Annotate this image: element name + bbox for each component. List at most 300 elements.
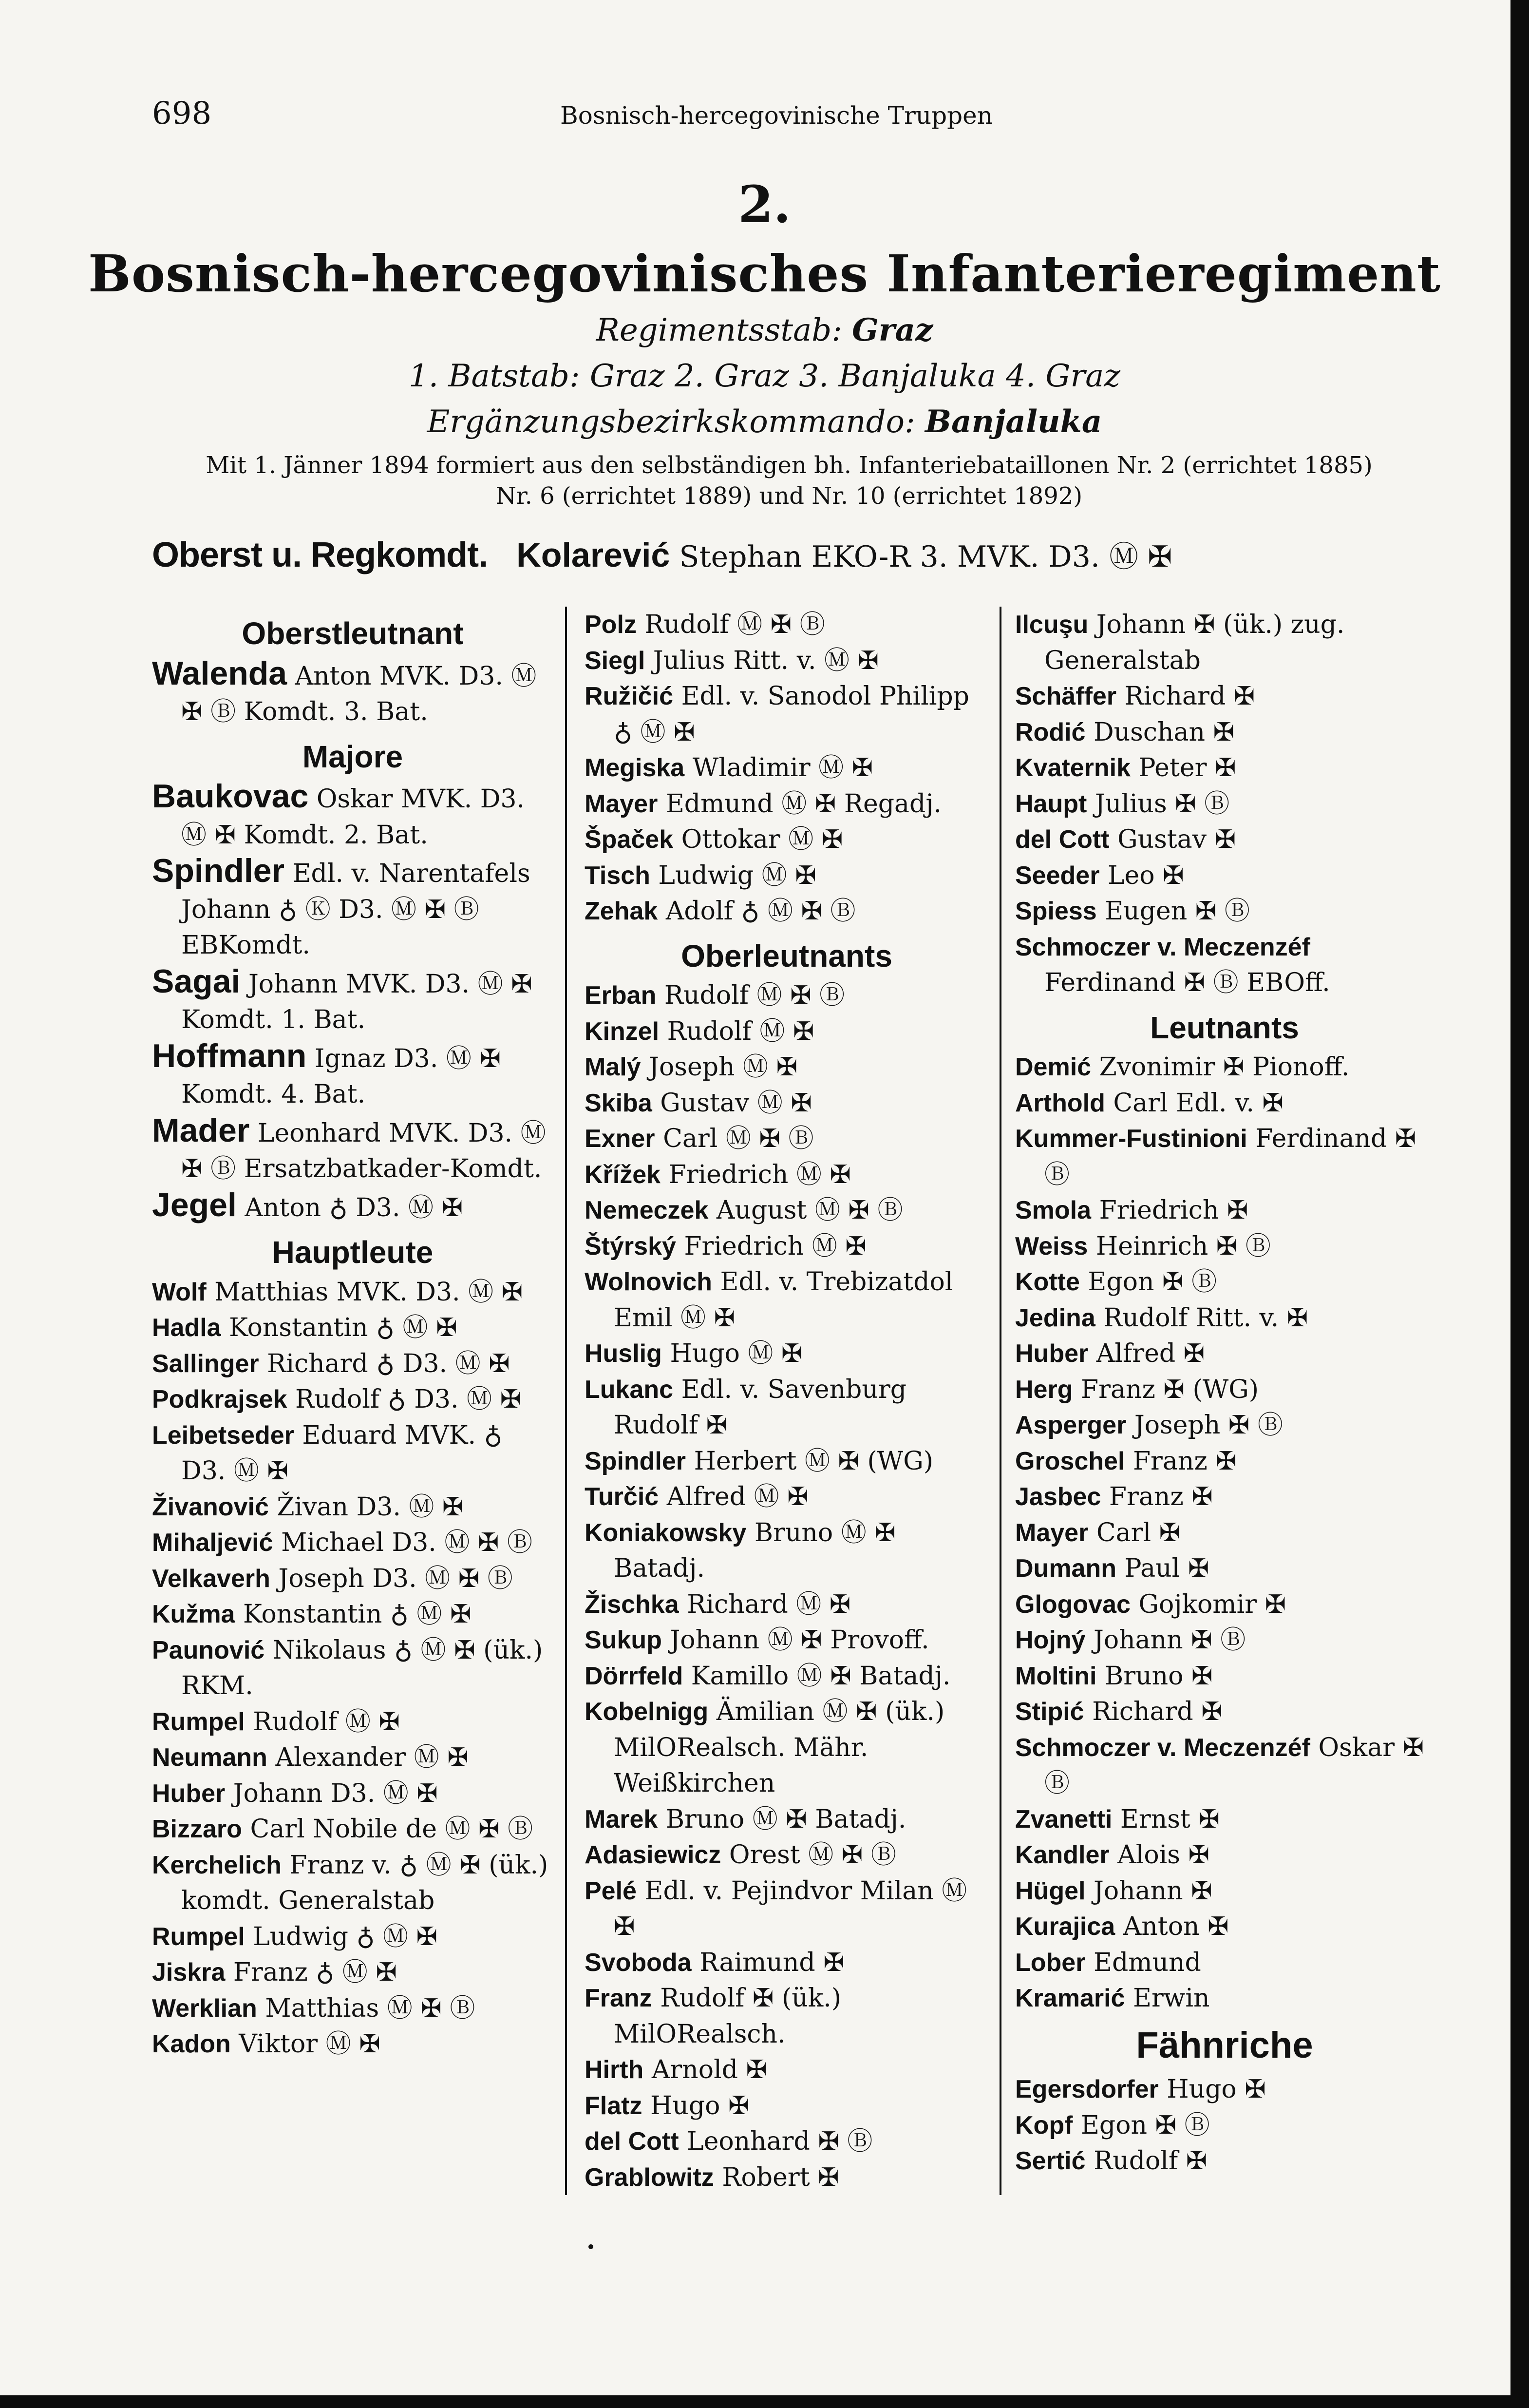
surname: Leibetseder bbox=[152, 1421, 294, 1450]
roster-entry bbox=[585, 1229, 989, 1265]
roster-entry bbox=[1015, 1229, 1434, 1265]
roster-entry bbox=[152, 1955, 553, 1991]
entry-details: Rudolf Ⓜ ✠ Ⓑ bbox=[664, 981, 845, 1010]
surname: Schmoczer v. Meczenzéf bbox=[1015, 1733, 1310, 1762]
roster-entry bbox=[585, 1587, 989, 1623]
entry-details: Johann ✠ (ük.) zug. Generalstab bbox=[1044, 610, 1345, 675]
page-number: 698 bbox=[152, 96, 212, 132]
roster-entry bbox=[585, 679, 989, 750]
entry-details: Peter ✠ bbox=[1138, 753, 1236, 783]
roster-entry bbox=[585, 858, 989, 894]
roster-entry bbox=[1015, 2143, 1434, 2179]
entry-details: Wladimir Ⓜ ✠ bbox=[692, 753, 873, 783]
roster-entry bbox=[152, 853, 553, 964]
roster-entry bbox=[585, 1515, 989, 1587]
roster-entry bbox=[585, 2088, 989, 2124]
surname: Ilcuşu bbox=[1015, 611, 1089, 639]
entry-details: Anton ✠ bbox=[1123, 1912, 1229, 1941]
entry-details: Alfred ✠ bbox=[1096, 1339, 1205, 1368]
roster-entry bbox=[1015, 786, 1434, 822]
rank-heading: Oberstleutnant bbox=[242, 616, 464, 651]
roster-entry bbox=[1015, 1193, 1434, 1229]
entry-details: Robert ✠ bbox=[722, 2162, 839, 2192]
roster-entry bbox=[1015, 1659, 1434, 1695]
surname: Mader bbox=[152, 1111, 250, 1149]
entry-details: Leonhard ✠ Ⓑ bbox=[687, 2127, 873, 2156]
surname: Jegel bbox=[152, 1186, 237, 1223]
roster-entry bbox=[585, 750, 989, 786]
roster-entry bbox=[152, 1704, 553, 1740]
roster-entry bbox=[585, 2052, 989, 2088]
entry-details: Richard ✠ bbox=[1124, 682, 1255, 711]
roster-entry bbox=[585, 1623, 989, 1659]
surname: Pelé bbox=[585, 1876, 637, 1905]
roster-entry bbox=[1015, 1551, 1434, 1587]
ergaenzung-line bbox=[0, 403, 1529, 440]
surname: Jiskra bbox=[152, 1958, 226, 1987]
surname: Glogovac bbox=[1015, 1590, 1131, 1619]
rank-heading: Fähnriche bbox=[1136, 2024, 1313, 2066]
roster-entry bbox=[1015, 750, 1434, 786]
entry-details: Ämilian Ⓜ ✠ (ük.) MilORealsch. Mähr. Weißkirchen bbox=[614, 1697, 945, 1798]
entry-details: Bruno Ⓜ ✠ Batadj. bbox=[614, 1518, 896, 1583]
surname: Křížek bbox=[585, 1160, 661, 1189]
surname: Štýrský bbox=[585, 1232, 676, 1261]
surname: Schmoczer v. Meczenzéf bbox=[1015, 933, 1310, 961]
entry-details: Michael D3. Ⓜ ✠ Ⓑ bbox=[281, 1528, 532, 1557]
surname: Kopf bbox=[1015, 2111, 1073, 2140]
surname: Podkrajsek bbox=[152, 1385, 287, 1414]
surname: Spiess bbox=[1015, 897, 1097, 925]
surname: Wolf bbox=[152, 1278, 207, 1306]
roster-entry bbox=[152, 1740, 553, 1776]
entry-details: Hugo Ⓜ ✠ bbox=[670, 1339, 803, 1368]
formation-note-2: Nr. 6 (errichtet 1889) und Nr. 10 (errichtet 1892) bbox=[495, 482, 1083, 510]
entry-details: Konstantin ♁ Ⓜ ✠ bbox=[243, 1600, 472, 1629]
commander-line bbox=[152, 534, 1172, 575]
entry-details: Edl. v. Trebizatdol Emil Ⓜ ✠ bbox=[614, 1267, 953, 1333]
entry-details: Carl ✠ bbox=[1096, 1518, 1181, 1548]
surname: Sukup bbox=[585, 1626, 662, 1654]
surname: Huber bbox=[1015, 1339, 1089, 1368]
roster-entry bbox=[585, 1659, 989, 1695]
surname: Werklian bbox=[152, 1994, 257, 2023]
running-title: Bosnisch-hercegovinische Truppen bbox=[560, 101, 993, 130]
surname: Flatz bbox=[585, 2091, 642, 2120]
roster-entry bbox=[585, 1014, 989, 1050]
roster-entry bbox=[152, 1812, 553, 1848]
surname: Neumann bbox=[152, 1743, 267, 1772]
surname: Turčić bbox=[585, 1483, 659, 1511]
roster-entry bbox=[1015, 1837, 1434, 1873]
roster-entry bbox=[152, 1382, 553, 1418]
entry-details: Zvonimir ✠ Pionoff. bbox=[1099, 1052, 1350, 1082]
entry-details: Konstantin ♁ Ⓜ ✠ bbox=[229, 1313, 457, 1342]
roster-entry bbox=[1015, 1909, 1434, 1945]
entry-details: Alfred Ⓜ ✠ bbox=[666, 1482, 809, 1511]
surname: Dörrfeld bbox=[585, 1662, 683, 1690]
surname: del Cott bbox=[585, 2127, 679, 2156]
rank-heading: Leutnants bbox=[1150, 1010, 1299, 1045]
entry-details: Franz ✠ bbox=[1109, 1482, 1213, 1511]
entry-details: August Ⓜ ✠ Ⓑ bbox=[716, 1196, 903, 1225]
entry-details: Rudolf ✠ (ük.) MilORealsch. bbox=[614, 1984, 842, 2049]
surname: Živanović bbox=[152, 1492, 269, 1521]
entry-details: Ottokar Ⓜ ✠ bbox=[681, 825, 843, 854]
regimentsstab-place: Graz bbox=[852, 312, 933, 348]
entry-details: Kamillo Ⓜ ✠ Batadj. bbox=[691, 1661, 951, 1691]
rank-heading: Majore bbox=[302, 739, 403, 774]
entry-details: Alois ✠ bbox=[1117, 1840, 1210, 1870]
roster-entry bbox=[585, 1444, 989, 1480]
surname: Skiba bbox=[585, 1089, 652, 1117]
surname: Haupt bbox=[1015, 789, 1087, 818]
entry-details: Friedrich Ⓜ ✠ bbox=[668, 1160, 851, 1189]
surname: Lober bbox=[1015, 1948, 1086, 1977]
entry-details: Johann D3. Ⓜ ✠ bbox=[233, 1778, 438, 1808]
surname: Demić bbox=[1015, 1053, 1092, 1081]
entry-details: Julius ✠ Ⓑ bbox=[1095, 789, 1230, 819]
entry-details: Arnold ✠ bbox=[651, 2055, 768, 2084]
roster-entry bbox=[585, 894, 989, 930]
entry-details: Živan D3. Ⓜ ✠ bbox=[277, 1492, 464, 1522]
roster-entry bbox=[585, 1479, 989, 1515]
roster-entry bbox=[1015, 1730, 1434, 1802]
surname: Mayer bbox=[1015, 1518, 1089, 1547]
entry-details: Leo ✠ bbox=[1107, 860, 1184, 890]
roster-entry bbox=[1015, 679, 1434, 715]
roster-entry bbox=[152, 1346, 553, 1382]
roster-entry bbox=[1015, 1802, 1434, 1838]
surname: Mayer bbox=[585, 789, 658, 818]
surname: Huslig bbox=[585, 1339, 662, 1368]
surname: Hoffmann bbox=[152, 1037, 307, 1074]
entry-details: Franz v. ♁ Ⓜ ✠ (ük.) komdt. Generalstab bbox=[181, 1850, 548, 1915]
roster-entry bbox=[585, 1945, 989, 1981]
roster-entry bbox=[1015, 1873, 1434, 1910]
surname: Rumpel bbox=[152, 1922, 245, 1951]
roster-entry bbox=[585, 1157, 989, 1193]
commander-rank: Oberst u. Regkomdt. bbox=[152, 535, 488, 574]
entry-details: Eduard MVK. ♁ D3. Ⓜ ✠ bbox=[181, 1420, 503, 1486]
entry-details: Rudolf ♁ D3. Ⓜ ✠ bbox=[295, 1385, 522, 1414]
surname: Sertić bbox=[1015, 2147, 1086, 2175]
entry-details: Joseph ✠ Ⓑ bbox=[1134, 1411, 1283, 1440]
entry-details: Ferdinand ✠ Ⓑ EBOff. bbox=[1044, 968, 1330, 997]
entry-details: Richard ✠ bbox=[1092, 1697, 1223, 1726]
entry-details: Hugo ✠ bbox=[650, 2091, 750, 2121]
roster-entry bbox=[152, 1187, 553, 1226]
entry-details: Franz ♁ Ⓜ ✠ bbox=[233, 1958, 397, 1987]
surname: Kurajica bbox=[1015, 1912, 1115, 1941]
surname: Schäffer bbox=[1015, 682, 1117, 710]
roster-entry bbox=[1015, 1945, 1434, 1981]
surname: Polz bbox=[585, 611, 637, 639]
roster-entry bbox=[1015, 1587, 1434, 1623]
entry-details: Orest Ⓜ ✠ Ⓑ bbox=[729, 1840, 896, 1870]
column-divider-1 bbox=[565, 607, 567, 2195]
surname: Huber bbox=[152, 1779, 226, 1808]
surname: Siegl bbox=[585, 646, 645, 675]
roster-entry bbox=[585, 2160, 989, 2196]
surname: Weiss bbox=[1015, 1232, 1088, 1261]
roster-entry bbox=[152, 1848, 553, 1919]
surname: Dumann bbox=[1015, 1554, 1116, 1583]
roster-entry bbox=[1015, 1981, 1434, 2017]
surname: Wolnovich bbox=[585, 1268, 712, 1296]
roster-entry bbox=[1015, 1479, 1434, 1515]
surname: Žischka bbox=[585, 1590, 679, 1619]
roster-entry bbox=[585, 1050, 989, 1086]
entry-details: Bruno Ⓜ ✠ Batadj. bbox=[665, 1804, 906, 1834]
entry-details: Franz ✠ (WG) bbox=[1081, 1375, 1259, 1404]
surname: Groschel bbox=[1015, 1447, 1125, 1475]
roster-entry bbox=[152, 964, 553, 1038]
entry-details: Bruno ✠ bbox=[1105, 1661, 1213, 1691]
roster-column-2 bbox=[585, 607, 989, 2196]
surname: Asperger bbox=[1015, 1411, 1127, 1439]
surname: Kobelnigg bbox=[585, 1698, 709, 1726]
surname: Egersdorfer bbox=[1015, 2075, 1159, 2103]
roster-entry bbox=[152, 1776, 553, 1812]
roster-entry bbox=[1015, 822, 1434, 858]
entry-details: Edl. v. Sanodol Philipp ♁ Ⓜ ✠ bbox=[614, 682, 969, 747]
roster-entry bbox=[152, 1919, 553, 1955]
roster-entry bbox=[152, 1113, 553, 1187]
roster-entry bbox=[585, 1981, 989, 2052]
entry-details: Franz ✠ bbox=[1133, 1446, 1237, 1476]
surname: Megiska bbox=[585, 754, 685, 782]
entry-details: Joseph Ⓜ ✠ bbox=[649, 1052, 798, 1082]
regiment-number: 2. bbox=[738, 174, 791, 234]
surname: Spindler bbox=[585, 1447, 686, 1475]
entry-details: Viktor Ⓜ ✠ bbox=[239, 2029, 380, 2059]
surname: Baukovac bbox=[152, 778, 309, 815]
entry-details: Johann Ⓜ ✠ Provoff. bbox=[670, 1625, 929, 1655]
roster-entry bbox=[585, 2124, 989, 2160]
roster-entry bbox=[152, 1561, 553, 1597]
surname: Rodić bbox=[1015, 718, 1086, 746]
roster-entry bbox=[152, 1275, 553, 1311]
roster-entry bbox=[585, 822, 989, 858]
entry-details: Erwin bbox=[1133, 1984, 1210, 2013]
roster-entry bbox=[585, 978, 989, 1014]
entry-details: Edl. v. Pejindvor Milan Ⓜ ✠ bbox=[614, 1876, 967, 1941]
roster-entry bbox=[585, 1837, 989, 1873]
entry-details: Friedrich ✠ bbox=[1099, 1196, 1248, 1225]
roster-entry bbox=[152, 1525, 553, 1561]
roster-entry bbox=[152, 2026, 553, 2063]
entry-details: Johann MVK. D3. Ⓜ ✠ Komdt. 1. Bat. bbox=[181, 969, 532, 1034]
entry-details: Raimund ✠ bbox=[699, 1948, 845, 1977]
surname: Adasiewicz bbox=[585, 1841, 721, 1869]
entry-details: Leonhard MVK. D3. Ⓜ ✠ Ⓑ Ersatzbatkader-Komdt. bbox=[181, 1118, 546, 1184]
entry-details: Edl. v. Narentafels Johann ♁ Ⓚ D3. Ⓜ ✠ Ⓑ EBKomdt. bbox=[181, 859, 530, 960]
entry-details: Alexander Ⓜ ✠ bbox=[275, 1743, 469, 1772]
batstab-line: 1. Batstab: Graz 2. Graz 3. Banjaluka 4. Graz bbox=[409, 358, 1120, 394]
surname: Kotte bbox=[1015, 1268, 1080, 1296]
surname: Nemeczek bbox=[585, 1196, 709, 1224]
entry-details: Matthias Ⓜ ✠ Ⓑ bbox=[265, 1993, 475, 2023]
roster-entry bbox=[1015, 1121, 1434, 1193]
surname: Kužma bbox=[152, 1600, 235, 1628]
entry-details: Ludwig ♁ Ⓜ ✠ bbox=[253, 1922, 438, 1951]
entry-details: Ludwig Ⓜ ✠ bbox=[658, 860, 816, 890]
surname: Kerchelich bbox=[152, 1851, 282, 1879]
entry-details: Friedrich Ⓜ ✠ bbox=[684, 1231, 867, 1261]
entry-details: Egon ✠ Ⓑ bbox=[1088, 1267, 1217, 1297]
entry-details: Edl. v. Savenburg Rudolf ✠ bbox=[614, 1375, 906, 1440]
surname: Kramarić bbox=[1015, 1984, 1125, 2012]
roster-entry bbox=[152, 1991, 553, 2027]
surname: Hojný bbox=[1015, 1626, 1086, 1654]
surname: Zvanetti bbox=[1015, 1805, 1113, 1834]
entry-details: Egon ✠ Ⓑ bbox=[1080, 2110, 1210, 2140]
entry-details: Hugo ✠ bbox=[1167, 2075, 1266, 2104]
roster-entry bbox=[1015, 858, 1434, 894]
roster-column-3 bbox=[1015, 607, 1434, 2179]
surname: Sallinger bbox=[152, 1349, 259, 1378]
surname: Svoboda bbox=[585, 1948, 692, 1977]
entry-details: Oskar ✠ Ⓑ bbox=[1044, 1733, 1424, 1798]
entry-details: Johann ✠ bbox=[1093, 1876, 1212, 1906]
regimentsstab-label: Regimentsstab: bbox=[596, 312, 842, 348]
entry-details: Edmund Ⓜ ✠ Regadj. bbox=[665, 789, 942, 819]
surname: Velkaverh bbox=[152, 1564, 270, 1593]
entry-details: Adolf ♁ Ⓜ ✠ Ⓑ bbox=[665, 897, 856, 926]
rank-heading: Oberleutnants bbox=[681, 938, 892, 974]
surname: Kinzel bbox=[585, 1017, 660, 1046]
roster-entry bbox=[585, 1336, 989, 1372]
roster-entry bbox=[585, 1121, 989, 1157]
entry-details: Joseph D3. Ⓜ ✠ Ⓑ bbox=[278, 1564, 513, 1593]
surname: Bizzaro bbox=[152, 1815, 242, 1843]
surname: Herg bbox=[1015, 1375, 1073, 1404]
roster-entry bbox=[1015, 1086, 1434, 1122]
surname: Seeder bbox=[1015, 861, 1100, 890]
roster-entry bbox=[1015, 1515, 1434, 1551]
roster-column-1 bbox=[152, 607, 553, 2063]
roster-entry bbox=[152, 1597, 553, 1633]
surname: Stipić bbox=[1015, 1698, 1084, 1726]
surname: Ružičić bbox=[585, 682, 674, 710]
roster-entry bbox=[1015, 1408, 1434, 1444]
roster-entry bbox=[1015, 2072, 1434, 2108]
entry-details: Carl Ⓜ ✠ Ⓑ bbox=[663, 1124, 814, 1153]
entry-details: Carl Edl. v. ✠ bbox=[1113, 1088, 1284, 1118]
surname: Kadon bbox=[152, 2030, 231, 2058]
surname: Rumpel bbox=[152, 1707, 245, 1736]
surname: Kandler bbox=[1015, 1841, 1110, 1869]
entry-details: Johann ✠ Ⓑ bbox=[1093, 1625, 1246, 1655]
roster-entry bbox=[1015, 1336, 1434, 1372]
surname: Arthold bbox=[1015, 1089, 1105, 1117]
surname: Paunović bbox=[152, 1636, 265, 1664]
surname: Tisch bbox=[585, 861, 650, 890]
entry-details: Ferdinand ✠ Ⓑ bbox=[1044, 1124, 1416, 1189]
surname: Franz bbox=[585, 1984, 652, 2012]
surname: Zehak bbox=[585, 897, 658, 925]
surname: Exner bbox=[585, 1125, 655, 1153]
roster-entry bbox=[152, 779, 553, 853]
roster-entry bbox=[152, 1038, 553, 1113]
roster-entry bbox=[585, 1264, 989, 1336]
entry-details: Richard ♁ D3. Ⓜ ✠ bbox=[267, 1349, 510, 1378]
entry-details: Carl Nobile de Ⓜ ✠ Ⓑ bbox=[250, 1815, 533, 1844]
roster-entry bbox=[585, 1193, 989, 1229]
surname: Sagai bbox=[152, 962, 241, 1000]
surname: Lukanc bbox=[585, 1375, 674, 1404]
entry-details: Edmund bbox=[1093, 1948, 1201, 1977]
rank-heading: Hauptleute bbox=[272, 1235, 434, 1270]
commander-name: Kolarević bbox=[516, 536, 670, 574]
entry-details: Gojkomir ✠ bbox=[1138, 1589, 1286, 1619]
roster-entry bbox=[1015, 607, 1434, 679]
roster-entry bbox=[585, 1372, 989, 1444]
roster-entry bbox=[1015, 1050, 1434, 1086]
roster-entry bbox=[585, 1694, 989, 1802]
roster-entry bbox=[152, 1310, 553, 1346]
surname: Marek bbox=[585, 1805, 658, 1834]
entry-details: Rudolf Ⓜ ✠ bbox=[667, 1016, 814, 1046]
roster-entry bbox=[1015, 715, 1434, 751]
roster-entry bbox=[585, 1873, 989, 1945]
roster-entry bbox=[152, 1490, 553, 1526]
roster-entry bbox=[585, 607, 989, 643]
surname: Kummer-Fustinioni bbox=[1015, 1125, 1247, 1153]
roster-entry bbox=[152, 1633, 553, 1704]
regimentsstab-line bbox=[0, 312, 1529, 348]
surname: Hadla bbox=[152, 1314, 221, 1342]
surname: Moltini bbox=[1015, 1662, 1097, 1690]
commander-details: Stephan EKO-R 3. MVK. D3. Ⓜ ✠ bbox=[679, 540, 1172, 574]
surname: Erban bbox=[585, 981, 657, 1010]
roster-entry bbox=[1015, 1372, 1434, 1408]
roster-entry bbox=[1015, 894, 1434, 930]
formation-note-1: Mit 1. Jänner 1894 formiert aus den selbständigen bh. Infanteriebataillonen Nr. 2 (errichtet 1885) bbox=[206, 452, 1373, 479]
footer-dot bbox=[588, 2244, 593, 2249]
entry-details: Rudolf Ⓜ ✠ bbox=[253, 1707, 400, 1737]
entry-details: Oskar MVK. D3. Ⓜ ✠ Komdt. 2. Bat. bbox=[181, 784, 525, 850]
entry-details: Julius Ritt. v. Ⓜ ✠ bbox=[653, 646, 879, 675]
surname: Spindler bbox=[152, 852, 285, 889]
roster-entry bbox=[585, 786, 989, 822]
roster-entry bbox=[1015, 1300, 1434, 1337]
roster-entry bbox=[1015, 1444, 1434, 1480]
ergaenzung-label: Ergänzungsbezirkskommando: bbox=[427, 404, 915, 440]
roster-entry bbox=[152, 656, 553, 730]
entry-details: Paul ✠ bbox=[1124, 1554, 1209, 1583]
roster-entry bbox=[1015, 2108, 1434, 2144]
entry-details: Richard Ⓜ ✠ bbox=[687, 1589, 851, 1619]
roster-entry bbox=[1015, 930, 1434, 1001]
roster-entry bbox=[585, 643, 989, 679]
entry-details: Duschan ✠ bbox=[1093, 717, 1235, 747]
surname: Mihaljević bbox=[152, 1529, 273, 1557]
entry-details: Heinrich ✠ Ⓑ bbox=[1095, 1231, 1271, 1261]
entry-details: Matthias MVK. D3. Ⓜ ✠ bbox=[214, 1277, 523, 1307]
surname: Koniakowsky bbox=[585, 1518, 747, 1547]
regiment-title: Bosnisch-hercegovinisches Infanterieregiment bbox=[88, 244, 1441, 304]
roster-entry bbox=[585, 1086, 989, 1122]
entry-details: Ernst ✠ bbox=[1120, 1804, 1220, 1834]
entry-details: Herbert Ⓜ ✠ (WG) bbox=[694, 1446, 934, 1476]
roster-entry bbox=[585, 1802, 989, 1838]
entry-details: Rudolf Ritt. v. ✠ bbox=[1103, 1303, 1308, 1333]
surname: Kvaternik bbox=[1015, 754, 1131, 782]
entry-details: Gustav ✠ bbox=[1117, 825, 1236, 854]
entry-details: Anton MVK. D3. Ⓜ ✠ Ⓑ Komdt. 3. Bat. bbox=[181, 661, 537, 726]
